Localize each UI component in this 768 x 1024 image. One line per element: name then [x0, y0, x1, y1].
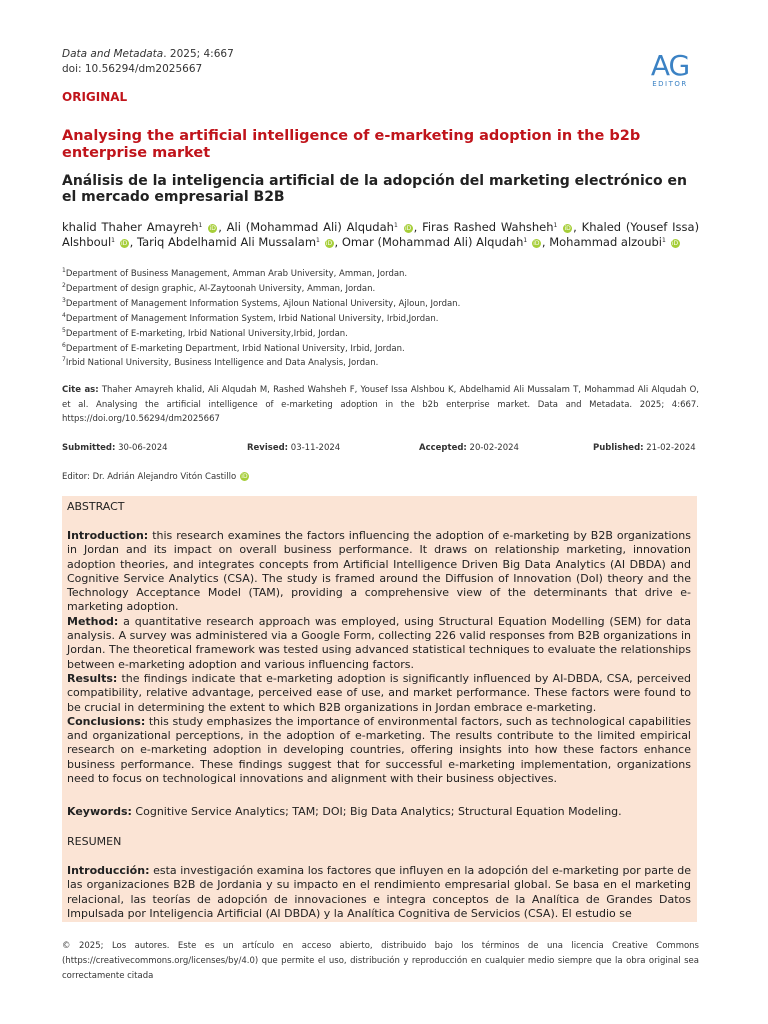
journal-header — [62, 47, 234, 77]
publisher-logo — [640, 49, 700, 89]
revised-label: Revised: — [247, 443, 289, 453]
conclusions-text: this study emphasizes the importance of environmental factors, such as technological capabilities and organizational perceptions, in the adoption of e-marketing. The results contribute to the limited empirical research on e-marketing adoption in developing countries, offering insights into how these factors enhance business performance. These findings suggest that for successful e-marketing implementation, organizations need to focus on technological innovations and alignment with their business objectives. — [67, 714, 691, 786]
orcid-icon[interactable]: iD — [121, 240, 128, 247]
abstract-heading: ABSTRACT — [67, 500, 125, 513]
abstract-box — [62, 496, 697, 922]
introduccion-label: Introducción: — [67, 864, 150, 877]
author-affiliation-sup: 1 — [316, 237, 320, 244]
author-affiliation-sup: 1 — [523, 237, 528, 244]
editor-line — [62, 472, 250, 482]
affiliation-item — [62, 342, 460, 357]
introduccion-text: esta investigación examina los factores que influyen en la adopción del e-marketing por parte de las organizaciones B2B de Jordania y su impacto en el rendimiento empresarial global. Se basa en el marketing relacional, las teorías de adopción de innovaciones e integra conceptos de la Analítica de Grandes Datos Impulsada por Inteligencia Artificial (AI DBDA) y la Analítica Cognitiva de Servicios (CSA). El estudio se — [67, 864, 691, 920]
author-name: Omar (Mohammad Ali) Alqudah — [341, 235, 524, 249]
author-name: Khaled (Yousef Issa) Alshboul — [62, 220, 700, 249]
submitted-label: Submitted: — [62, 443, 116, 453]
author-name: Firas Rashed Wahsheh — [422, 220, 554, 234]
affiliation-item — [62, 297, 460, 312]
affiliation-text: Department of Management Information System, Irbid National University, Irbid,Jordan. — [65, 313, 439, 324]
orcid-icon[interactable]: iD — [325, 240, 333, 247]
affiliation-sup: 1 — [62, 267, 66, 274]
affiliation-item — [62, 282, 460, 297]
license-footer: © 2025; Los autores. Este es un artículo en acceso abierto, distribuido bajo los términos de una licencia Creative Commons (https://creativecommons.org/licenses/by/4.0) que permite el uso, distribución y reproducción en cualquier medio siempre que la obra original sea correctamente citada — [62, 941, 699, 981]
affiliation-text: Department of Management Information Systems, Ajloun National University, Ajloun, Jordan. — [65, 298, 461, 309]
affiliation-text: Department of E-marketing, Irbid National University,Irbid, Jordan. — [65, 328, 348, 339]
abstract-body — [67, 529, 691, 786]
method-text: a quantitative research approach was employed, using Structural Equation Modelling (SEM) for data analysis. A survey was administered via a Google Form, collecting 226 valid responses from B2B organizations in Jordan. The theoretical framework was tested using advanced statistical techniques to evaluate the relationships between e-marketing adoption and various influencing factors. — [67, 614, 691, 671]
author-affiliation-sup: 1 — [198, 222, 203, 229]
author-affiliation-sup: 1 — [111, 237, 115, 244]
abstract-conclusions — [67, 715, 691, 786]
orcid-icon[interactable]: iD — [404, 225, 412, 232]
journal-doi: doi: 10.56294/dm2025667 — [62, 63, 203, 75]
conclusions-label: Conclusions: — [67, 714, 146, 728]
logo-sub-text: EDITOR — [652, 80, 688, 88]
author-affiliation-sup: 1 — [553, 222, 558, 229]
affiliation-item — [62, 327, 460, 342]
affiliation-list — [62, 267, 460, 371]
author-list: khalid Thaher Amayreh$^1$ iD , Ali (Mohammad Ali) Alqudah$^1$ iD , Firas Rashed Wahsheh$^1$ iD , Khaled (Yousef Issa) Alshboul$^1$ iD , Tariq Abdelhamid Ali Mussalam$^1$ iD , Omar (Mohammad Ali) Alqudah$^1$ iD , Mohammad alzoubi$^1$ iD — [62, 220, 700, 249]
orcid-icon[interactable]: iD — [241, 473, 248, 480]
keywords-text: Cognitive Service Analytics; TAM; DOI; Big Data Analytics; Structural Equation Modeling. — [131, 805, 622, 818]
abstract-method — [67, 615, 691, 672]
affiliation-text: Department of Business Management, Amman Arab University, Amman, Jordan. — [65, 269, 408, 279]
author-affiliation-sup: 1 — [393, 222, 398, 229]
author-name: khalid Thaher Amayreh — [62, 220, 199, 234]
cite-label: Cite as: — [62, 385, 99, 395]
intro-text: this research examines the factors influencing the adoption of e-marketing by B2B organizations in Jordan and its impact on overall business performance. It draws on relationship marketing, innovation adoption theories, and integrates concepts from Artificial Intelligence Driven Big Data Analytics (AI DBDA) and Cognitive Service Analytics (CSA). The study is framed around the Diffusion of Innovation (DoI) theory and the Technology Acceptance Model (TAM), providing a comprehensive view of the determinants that drive e-marketing adoption. — [67, 529, 691, 614]
published-label: Published: — [593, 443, 644, 453]
affiliation-text: Irbid National University, Business Intelligence and Data Analysis, Jordan. — [65, 358, 379, 369]
orcid-icon[interactable]: iD — [533, 240, 540, 247]
editor-text: Editor: Dr. Adrián Alejandro Vitón Castillo — [62, 472, 237, 482]
journal-year-volume: . 2025; 4:667 — [163, 48, 234, 60]
article-title-spanish: Análisis de la inteligencia artificial de la adopción del marketing electrónico en el mercado empresarial B2B — [62, 173, 687, 205]
journal-name: Data and Metadata — [62, 48, 164, 60]
author-affiliation-sup: 1 — [662, 237, 666, 244]
submitted-date — [62, 443, 168, 453]
author-name: Ali (Mohammad Ali) Alqudah — [226, 220, 394, 234]
author-name: Mohammad alzoubi — [549, 235, 663, 249]
keywords-label: Keywords: — [67, 805, 132, 818]
method-label: Method: — [67, 614, 119, 628]
affiliation-sup: 2 — [62, 281, 66, 289]
affiliation-item — [62, 356, 460, 371]
article-title-english: Analysing the artificial intelligence of e-marketing adoption in the b2b enterprise market — [62, 128, 641, 161]
revised-value: 03-11-2024 — [290, 443, 341, 453]
accepted-date — [419, 443, 519, 453]
affiliation-item — [62, 267, 460, 282]
affiliation-sup: 3 — [62, 296, 66, 304]
affiliation-sup: 7 — [62, 356, 66, 364]
abstract-results — [67, 672, 691, 715]
orcid-icon[interactable]: iD — [209, 225, 216, 232]
resumen-introduccion — [67, 864, 691, 921]
affiliation-sup: 4 — [62, 311, 66, 319]
author-name: Tariq Abdelhamid Ali Mussalam — [136, 235, 317, 249]
orcid-icon[interactable]: iD — [671, 240, 679, 247]
affiliation-item — [62, 312, 460, 327]
affiliation-text: Department of E-marketing Department, Irbid National University, Irbid, Jordan. — [65, 343, 405, 354]
results-text: the findings indicate that e-marketing adoption is significantly influenced by AI-DBDA, CSA, perceived compatibility, relative advantage, perceived ease of use, and market performance. These factors were found to be crucial in determining the extent to which B2B organizations in Jordan embrace e-marketing. — [67, 671, 691, 714]
keywords — [67, 805, 691, 819]
affiliation-sup: 6 — [62, 341, 66, 349]
abstract-introduction — [67, 529, 691, 615]
published-date — [593, 443, 696, 453]
orcid-icon[interactable]: iD — [564, 225, 571, 232]
article-type-label: ORIGINAL — [62, 90, 128, 104]
published-value: 21-02-2024 — [646, 443, 696, 453]
intro-label: Introduction: — [67, 529, 149, 542]
accepted-label: Accepted: — [419, 443, 467, 453]
resumen-heading: RESUMEN — [67, 835, 122, 848]
logo-main-text: AG — [650, 49, 690, 82]
citation-block — [62, 383, 699, 427]
submitted-value: 30-06-2024 — [118, 443, 168, 453]
cite-text: Thaher Amayreh khalid, Ali Alqudah M, Rashed Wahsheh F, Yousef Issa Alshbou K, Abdelhamid Ali Mussalam T, Mohammad Ali Alqudah O, et al. Analysing the artificial intelligence of e-marketing adoption in the b2b enterprise market. Data and Metadata. 2025; 4:667. https://doi.org/10.56294/dm2025667 — [62, 385, 699, 424]
accepted-value: 20-02-2024 — [469, 443, 519, 453]
affiliation-sup: 5 — [62, 326, 66, 334]
affiliation-text: Department of design graphic, Al-Zaytoonah University, Amman, Jordan. — [65, 283, 376, 294]
results-label: Results: — [67, 671, 118, 685]
revised-date — [247, 443, 340, 453]
